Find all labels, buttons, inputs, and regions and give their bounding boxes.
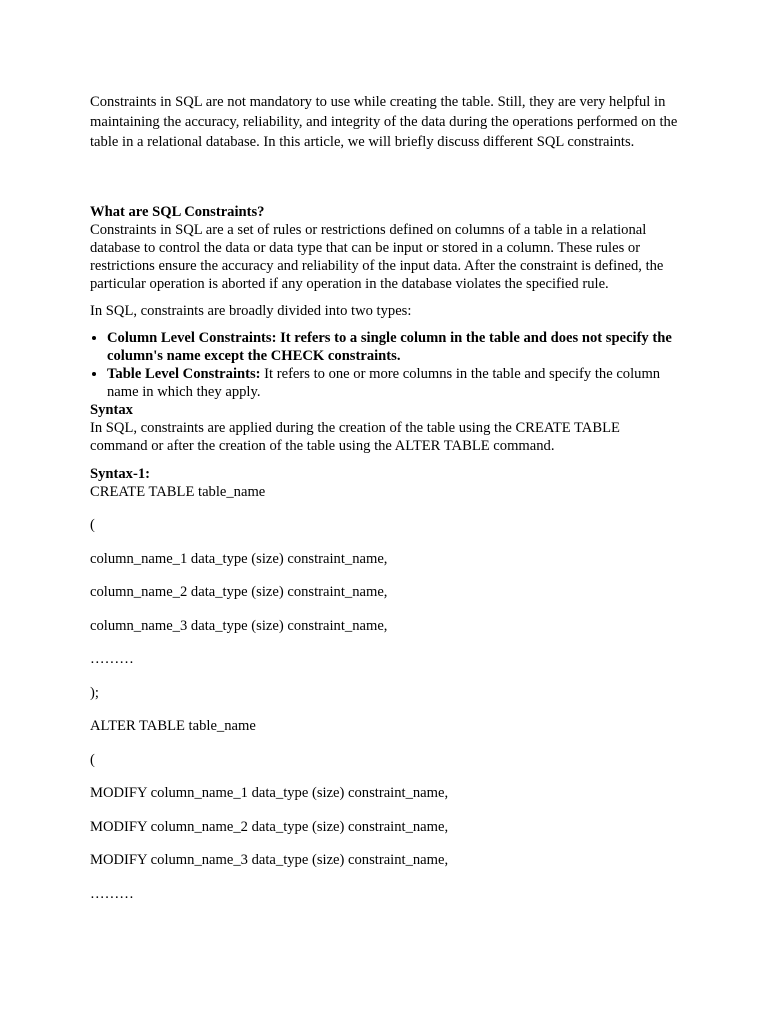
code-line: column_name_3 data_type (size) constraint_name, (90, 617, 388, 634)
code-line: column_name_1 data_type (size) constraint_name, (90, 550, 388, 567)
table-level-term: Table Level Constraints: (107, 365, 261, 382)
section-heading-what-are-constraints: What are SQL Constraints? (90, 203, 265, 220)
document-page (90, 92, 680, 903)
syntax-heading: Syntax (90, 401, 133, 418)
code-line: MODIFY column_name_3 data_type (size) constraint_name, (90, 852, 449, 869)
code-line: ……… (90, 885, 134, 902)
code-line: ……… (90, 651, 134, 668)
code-line: ( (90, 751, 95, 768)
code-line: ); (90, 684, 99, 701)
column-level-term: Column Level Constraints: (107, 329, 277, 346)
code-line: CREATE TABLE table_name (90, 483, 266, 500)
column-level-desc: It refers to a single column in the table and does not specify the column's name except the CHECK constraints. (107, 329, 672, 364)
constraint-types-intro: In SQL, constraints are broadly divided into two types: (90, 302, 412, 319)
list-item-table-level (107, 365, 680, 401)
code-line: ( (90, 517, 95, 534)
code-line: column_name_2 data_type (size) constraint_name, (90, 584, 388, 601)
code-line: MODIFY column_name_1 data_type (size) constraint_name, (90, 785, 449, 802)
code-line: MODIFY column_name_2 data_type (size) constraint_name, (90, 818, 449, 835)
constraints-definition-paragraph: Constraints in SQL are a set of rules or restrictions defined on columns of a table in a relational database to control the data or data type that can be input or stored in a column. These rules or restrictions ensure the accuracy and reliability of the input data. After the constraint is defined, the particular operation is aborted if any operation in the database violates the specified rule. (90, 221, 664, 292)
code-line: ALTER TABLE table_name (90, 718, 256, 735)
syntax-paragraph: In SQL, constraints are applied during the creation of the table using the CREATE TABLE command or after the creation of the table using the ALTER TABLE command. (90, 419, 620, 454)
intro-paragraph: Constraints in SQL are not mandatory to use while creating the table. Still, they are very helpful in maintaining the accuracy, reliability, and integrity of the data during the operations performed on the table in a relational database. In this article, we will briefly discuss different SQL constraints. (90, 94, 678, 151)
constraint-types-list (90, 329, 680, 401)
table-level-desc: It refers to one or more columns in the table and specify the column name in which they apply. (107, 365, 661, 400)
list-item-column-level (107, 329, 680, 365)
syntax-1-label: Syntax-1: (90, 465, 150, 482)
